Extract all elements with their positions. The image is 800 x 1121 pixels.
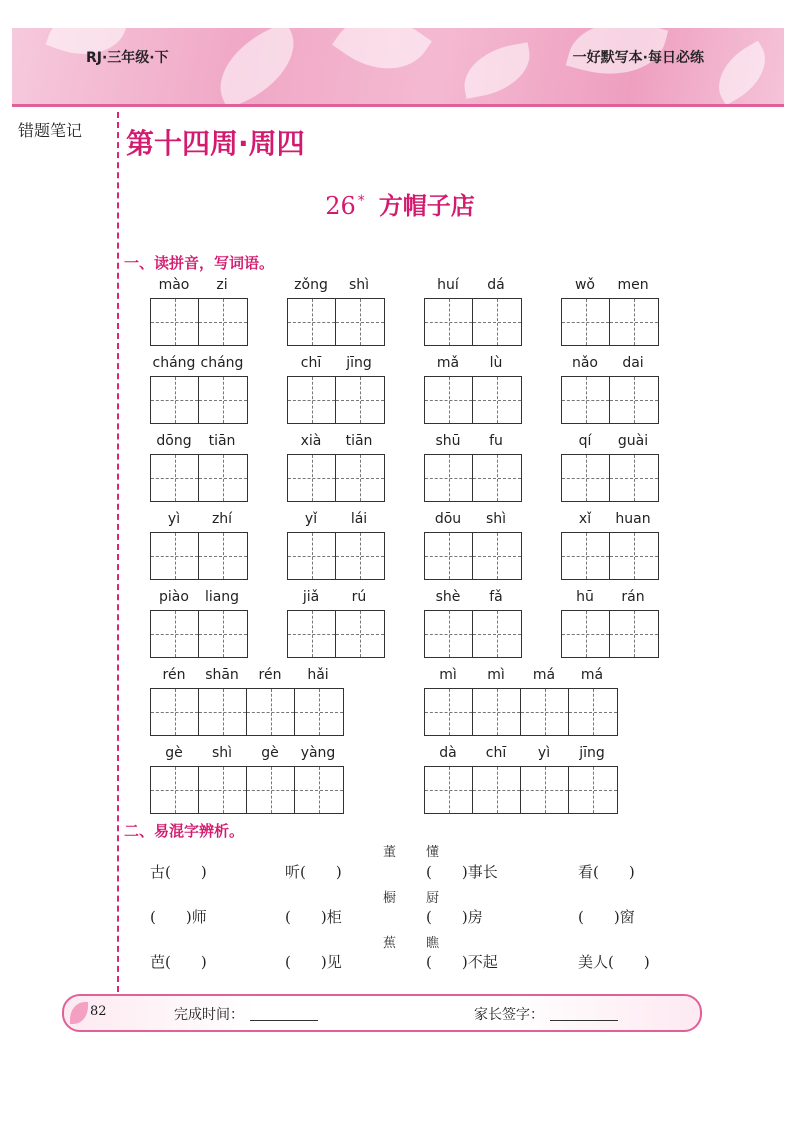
fill-blank-item[interactable]: ( )窗 xyxy=(578,908,635,926)
writing-cell[interactable] xyxy=(151,377,199,423)
pinyin-label: dá xyxy=(487,277,505,293)
writing-cell[interactable] xyxy=(199,611,247,657)
writing-cell[interactable] xyxy=(425,455,473,501)
pinyin-label: huí xyxy=(437,277,459,293)
writing-cell[interactable] xyxy=(562,377,610,423)
time-label: 完成时间： xyxy=(174,1007,244,1023)
page-title: 第十四周·周四 xyxy=(126,127,305,160)
hint-char: 蕉 xyxy=(383,936,397,951)
pinyin-label: jiǎ xyxy=(302,589,320,605)
pinyin-label: men xyxy=(617,277,649,293)
pinyin-label: fǎ xyxy=(489,589,503,605)
writing-cell[interactable] xyxy=(521,689,569,735)
pinyin-label: rán xyxy=(621,589,645,605)
margin-divider xyxy=(117,112,119,992)
writing-cell[interactable] xyxy=(425,533,473,579)
word-group xyxy=(287,432,385,502)
word-group xyxy=(561,588,659,658)
writing-cell[interactable] xyxy=(336,455,384,501)
pinyin-label: dai xyxy=(622,355,644,371)
writing-cell[interactable] xyxy=(521,767,569,813)
hint-char: 董 xyxy=(383,845,397,860)
pinyin-label: chī xyxy=(300,355,322,371)
lesson-star: * xyxy=(357,193,365,209)
writing-cell[interactable] xyxy=(199,377,247,423)
word-group xyxy=(150,354,248,424)
fill-blank-item[interactable]: 看( ) xyxy=(578,863,635,881)
pinyin-label: piào xyxy=(159,589,189,605)
phrase-group xyxy=(424,744,618,814)
writing-cell[interactable] xyxy=(610,299,658,345)
writing-cell[interactable] xyxy=(199,533,247,579)
writing-cell[interactable] xyxy=(473,299,521,345)
petal-icon xyxy=(70,1002,88,1024)
pinyin-label: mì xyxy=(487,667,505,683)
pinyin-label: hū xyxy=(576,589,594,605)
pinyin-label: gè xyxy=(261,745,279,761)
writing-cell[interactable] xyxy=(562,611,610,657)
page-number: 82 xyxy=(90,1004,107,1019)
pinyin-label: dōu xyxy=(434,511,462,527)
writing-cell[interactable] xyxy=(295,767,343,813)
pinyin-label: tiān xyxy=(208,433,236,449)
pinyin-label: shān xyxy=(205,667,239,683)
pinyin-label: yì xyxy=(167,511,181,527)
pinyin-label: tiān xyxy=(345,433,373,449)
pinyin-label: mǎ xyxy=(436,355,460,371)
writing-cell[interactable] xyxy=(473,689,521,735)
header-left-text: RJ·三年级·下 xyxy=(86,50,169,66)
pinyin-label: fu xyxy=(489,433,503,449)
writing-cell[interactable] xyxy=(295,689,343,735)
writing-cell[interactable] xyxy=(199,455,247,501)
pinyin-label: rén xyxy=(162,667,186,683)
writing-cell[interactable] xyxy=(199,299,247,345)
pinyin-label: mì xyxy=(439,667,457,683)
writing-cell[interactable] xyxy=(610,533,658,579)
sidebar-label: 错题笔记 xyxy=(18,121,83,140)
writing-cell[interactable] xyxy=(336,377,384,423)
word-group xyxy=(150,588,248,658)
writing-cell[interactable] xyxy=(473,377,521,423)
word-group xyxy=(287,276,385,346)
pinyin-label: nǎo xyxy=(571,355,599,371)
word-group xyxy=(287,354,385,424)
word-group xyxy=(287,510,385,580)
lesson-title xyxy=(0,186,800,221)
word-group xyxy=(287,588,385,658)
writing-cell[interactable] xyxy=(288,533,336,579)
pinyin-label: chī xyxy=(485,745,507,761)
pinyin-label: rén xyxy=(258,667,282,683)
writing-cell[interactable] xyxy=(288,611,336,657)
pinyin-label: zhí xyxy=(211,511,233,527)
writing-cell[interactable] xyxy=(288,377,336,423)
pinyin-label: lù xyxy=(489,355,503,371)
sign-field[interactable] xyxy=(550,1020,618,1021)
writing-cell[interactable] xyxy=(336,299,384,345)
writing-cell[interactable] xyxy=(247,689,295,735)
section2-heading: 二、易混字辨析。 xyxy=(124,822,245,840)
word-group xyxy=(150,510,248,580)
writing-cell[interactable] xyxy=(569,689,617,735)
writing-cell[interactable] xyxy=(199,767,247,813)
pinyin-label: dà xyxy=(439,745,457,761)
phrase-group xyxy=(150,744,344,814)
writing-cell[interactable] xyxy=(288,455,336,501)
pinyin-label: yì xyxy=(537,745,551,761)
page-header xyxy=(12,28,784,107)
lesson-number: 26 xyxy=(325,192,356,220)
pinyin-label: hǎi xyxy=(307,667,329,683)
writing-cell[interactable] xyxy=(425,377,473,423)
section1-heading: 一、读拼音，写词语。 xyxy=(124,254,275,272)
hint-char: 瞧 xyxy=(426,936,440,951)
pinyin-label: huan xyxy=(615,511,651,527)
time-field[interactable] xyxy=(250,1020,318,1021)
writing-cell[interactable] xyxy=(562,455,610,501)
writing-cell[interactable] xyxy=(151,611,199,657)
pinyin-label: yǐ xyxy=(304,511,318,527)
writing-cell[interactable] xyxy=(425,767,473,813)
word-group xyxy=(561,354,659,424)
writing-cell[interactable] xyxy=(610,455,658,501)
writing-cell[interactable] xyxy=(288,299,336,345)
fill-blank-item[interactable]: 古( ) xyxy=(150,863,207,881)
writing-cell[interactable] xyxy=(336,611,384,657)
fill-blank-item[interactable]: ( )房 xyxy=(426,908,483,926)
fill-blank-item[interactable]: 美人( ) xyxy=(578,953,650,971)
pinyin-label: qí xyxy=(578,433,592,449)
word-group xyxy=(424,588,522,658)
word-group xyxy=(424,354,522,424)
pinyin-label: jīng xyxy=(579,745,605,761)
hint-char: 厨 xyxy=(426,891,440,906)
pinyin-label: shè xyxy=(435,589,461,605)
fill-blank-item[interactable]: ( )柜 xyxy=(285,908,342,926)
pinyin-label: shì xyxy=(211,745,233,761)
phrase-group xyxy=(150,666,344,736)
fill-blank-item[interactable]: 芭( ) xyxy=(150,953,207,971)
writing-cell[interactable] xyxy=(610,377,658,423)
pinyin-label: lái xyxy=(350,511,368,527)
pinyin-label: jīng xyxy=(346,355,372,371)
pinyin-label: má xyxy=(532,667,556,683)
fill-blank-item[interactable]: 听( ) xyxy=(285,863,342,881)
writing-cell[interactable] xyxy=(151,299,199,345)
sign-label: 家长签字： xyxy=(474,1007,544,1023)
header-right-text: 一好默写本·每日必练 xyxy=(572,50,704,66)
word-group xyxy=(424,510,522,580)
pinyin-label: yàng xyxy=(300,745,336,761)
fill-blank-item[interactable]: ( )不起 xyxy=(426,953,498,971)
writing-cell[interactable] xyxy=(151,455,199,501)
pinyin-label: rú xyxy=(351,589,367,605)
writing-cell[interactable] xyxy=(425,611,473,657)
lesson-name: 方帽子店 xyxy=(378,192,475,220)
pinyin-label: xià xyxy=(300,433,322,449)
writing-cell[interactable] xyxy=(562,299,610,345)
word-group xyxy=(424,276,522,346)
pinyin-label: cháng xyxy=(200,355,244,371)
word-group xyxy=(150,432,248,502)
hint-char: 橱 xyxy=(383,891,397,906)
writing-cell[interactable] xyxy=(151,767,199,813)
hint-char: 懂 xyxy=(426,845,440,860)
pinyin-label: dōng xyxy=(156,433,192,449)
pinyin-label: shū xyxy=(435,433,461,449)
writing-cell[interactable] xyxy=(151,689,199,735)
pinyin-label: gè xyxy=(165,745,183,761)
word-group xyxy=(561,510,659,580)
pinyin-label: zi xyxy=(216,277,228,293)
writing-cell[interactable] xyxy=(199,689,247,735)
writing-cell[interactable] xyxy=(569,767,617,813)
pinyin-label: xǐ xyxy=(578,511,592,527)
pinyin-label: liang xyxy=(204,589,240,605)
pinyin-label: zǒng xyxy=(294,277,328,293)
pinyin-label: shì xyxy=(348,277,370,293)
word-group xyxy=(424,432,522,502)
writing-cell[interactable] xyxy=(562,533,610,579)
writing-cell[interactable] xyxy=(151,533,199,579)
writing-cell[interactable] xyxy=(473,767,521,813)
word-group xyxy=(561,432,659,502)
pinyin-label: shì xyxy=(485,511,507,527)
writing-cell[interactable] xyxy=(473,533,521,579)
writing-cell[interactable] xyxy=(473,611,521,657)
fill-blank-item[interactable]: ( )师 xyxy=(150,908,207,926)
writing-cell[interactable] xyxy=(247,767,295,813)
writing-cell[interactable] xyxy=(610,611,658,657)
pinyin-label: wǒ xyxy=(574,277,595,293)
pinyin-label: guài xyxy=(617,433,649,449)
page-footer xyxy=(62,994,702,1032)
phrase-group xyxy=(424,666,618,736)
writing-cell[interactable] xyxy=(473,455,521,501)
word-group xyxy=(150,276,248,346)
fill-blank-item[interactable]: ( )事长 xyxy=(426,863,498,881)
writing-cell[interactable] xyxy=(425,299,473,345)
writing-cell[interactable] xyxy=(425,689,473,735)
fill-blank-item[interactable]: ( )见 xyxy=(285,953,342,971)
pinyin-label: mào xyxy=(158,277,190,293)
pinyin-label: cháng xyxy=(152,355,196,371)
pinyin-label: má xyxy=(580,667,604,683)
word-group xyxy=(561,276,659,346)
writing-cell[interactable] xyxy=(336,533,384,579)
